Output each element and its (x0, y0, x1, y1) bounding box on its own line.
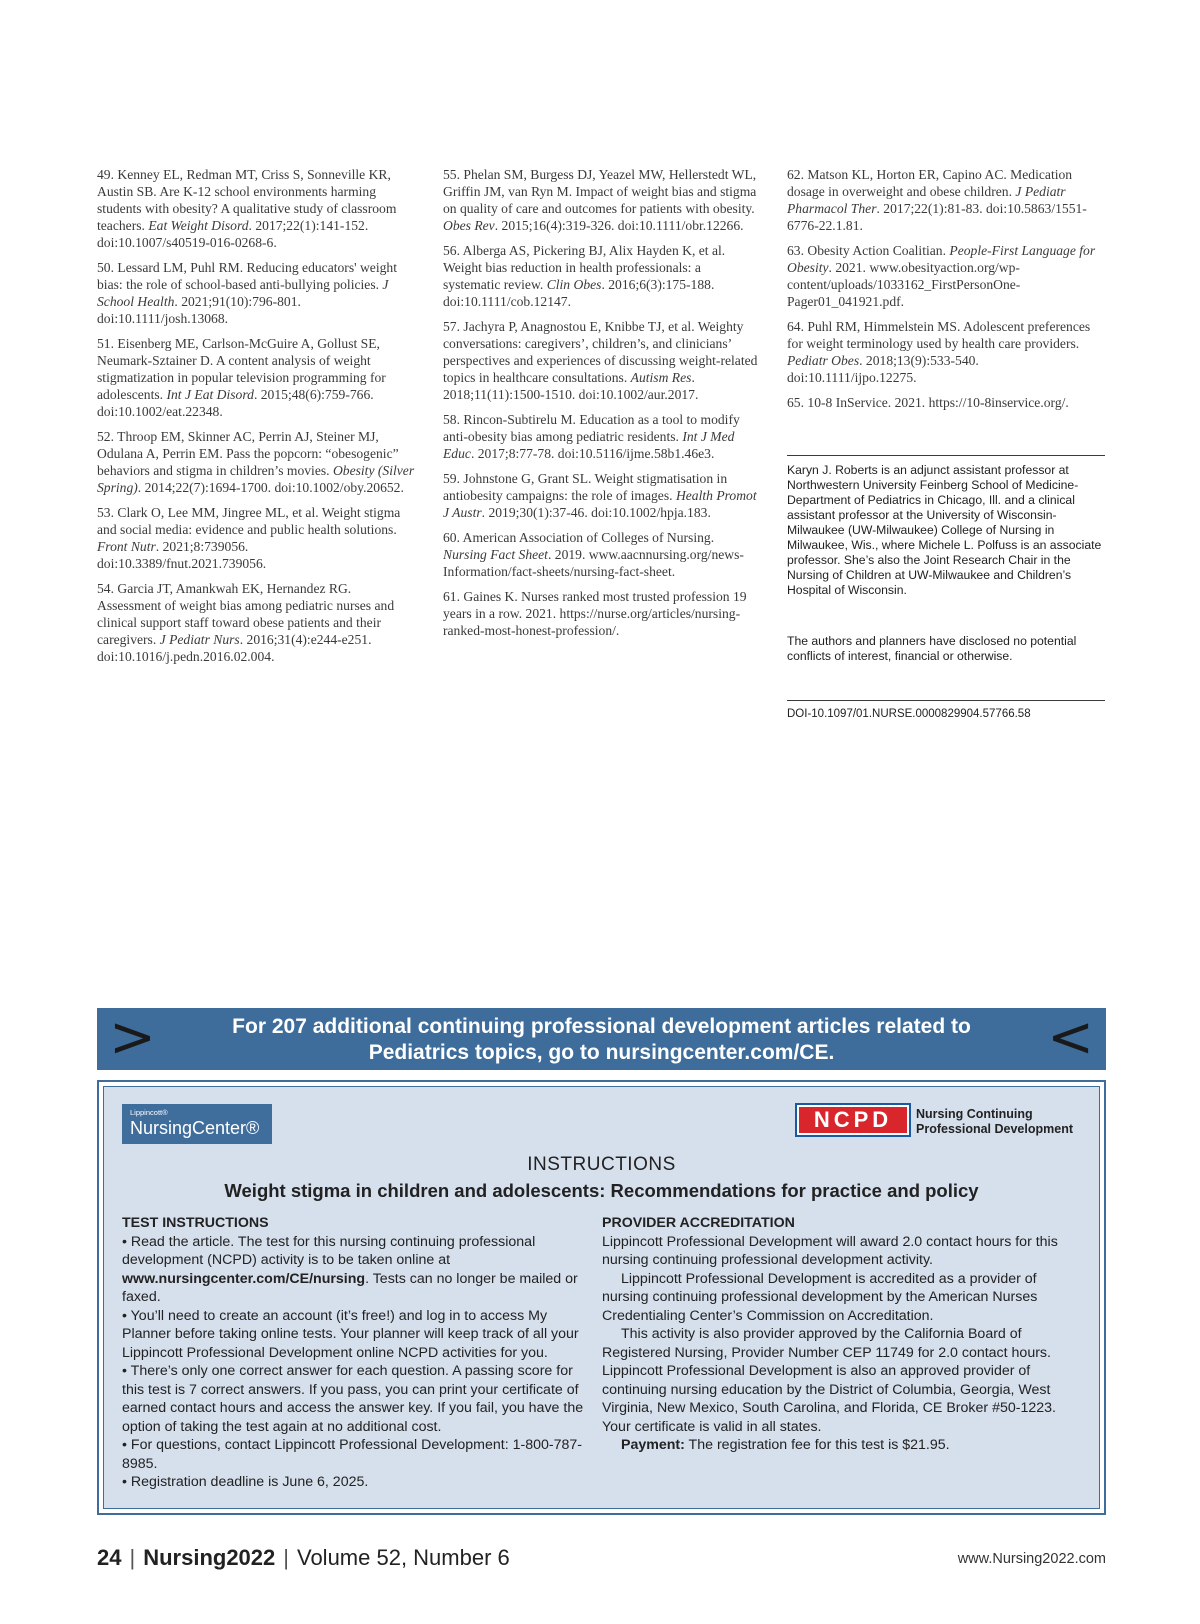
reference-journal: Int J Med Educ (443, 429, 735, 461)
references-column-1 (97, 166, 415, 673)
reference-details: . 2016;6(3):175-188. doi:10.1111/cob.12147. (443, 277, 715, 309)
reference-item (443, 529, 761, 580)
reference-details: . 2017;22(1):141-152. doi:10.1007/s40519-016-0268-6. (97, 218, 369, 250)
reference-number: 58. (443, 412, 460, 427)
reference-journal: Pediatr Obes (787, 353, 860, 368)
test-bullet-5: • Registration deadline is June 6, 2025. (122, 1474, 369, 1490)
instructions-box (97, 1080, 1106, 1515)
divider (787, 700, 1105, 701)
reference-text: Johnstone G, Grant SL. Weight stigmatisation in antiobesity campaigns: the role of images. (443, 471, 728, 503)
provider-accreditation (602, 1214, 1064, 1455)
nursingcenter-logo[interactable] (122, 1104, 272, 1144)
reference-item (97, 259, 415, 327)
reference-text: Clark O, Lee MM, Jingree ML, et al. Weight stigma and social media: evidence and public health solutions. (97, 505, 401, 537)
reference-details: . 2019. www.aacnnursing.org/news-Information/fact-sheets/nursing-fact-sheet. (443, 547, 744, 579)
reference-item (787, 242, 1105, 310)
ncpd-line-2: Professional Development (916, 1122, 1073, 1136)
banner-text (177, 1014, 1026, 1066)
reference-text: Throop EM, Skinner AC, Perrin AJ, Steiner MJ, Odulana A, Perrin EM. Pass the popcorn: “obesogenic” behaviors and stigma in children’s movies. (97, 429, 399, 478)
provider-paragraph-3: This activity is also provider approved by the California Board of Registered Nursing, Provider Number CEP 11749 for 2.0 contact hours. Lippincott Professional Development is also an approved provider of continuing nursing education by the District of Columbia, Georgia, West Virginia, New Mexico, South Carolina, and Florida, CE Broker #50-1223. Your certificate is valid in all states. (602, 1326, 1056, 1435)
reference-journal: J Pediatr Nurs (159, 632, 240, 647)
reference-details: . 2015;48(6):759-766. doi:10.1002/eat.22348. (97, 387, 374, 419)
reference-details: . 2017;22(1):81-83. doi:10.5863/1551-6776-22.1.81. (787, 201, 1087, 233)
banner-line-2: Pediatrics topics, go to nursingcenter.com/CE. (368, 1041, 835, 1064)
reference-item (787, 318, 1105, 386)
reference-item (443, 588, 761, 639)
test-bullet-3: • There’s only one correct answer for each question. A passing score for this test is 7 correct answers. If you pass, you can print your certificate of earned contact hours and access the answer key. If you fail, you have the option of taking the test again at no additional cost. (122, 1363, 584, 1435)
reference-text: Lessard LM, Puhl RM. Reducing educators' weight bias: the role of school-based anti-bullying policies. (97, 260, 397, 292)
reference-details: . 2021;8:739056. doi:10.3389/fnut.2021.739056. (97, 539, 267, 571)
reference-text: Matson KL, Horton ER, Capino AC. Medication dosage in overweight and obese children. (787, 167, 1073, 199)
reference-item (97, 166, 415, 251)
reference-details: . 2021. www.obesityaction.org/wp-content/uploads/1033162_FirstPersonOne-Pager01_041921.pdf. (787, 260, 1021, 309)
test-url-link[interactable]: www.nursingcenter.com/CE/nursing (122, 1270, 366, 1287)
reference-journal: J Pediatr Pharmacol Ther (787, 184, 1066, 216)
reference-number: 54. (97, 581, 114, 596)
reference-item (443, 318, 761, 403)
reference-number: 52. (97, 429, 114, 444)
reference-number: 63. (787, 243, 804, 258)
reference-text: 10-8 InService. 2021. https://10-8inservice.org/. (807, 395, 1069, 410)
footer-left (97, 1545, 510, 1571)
reference-details: . 2018;13(9):533-540. doi:10.1111/ijpo.12275. (787, 353, 979, 385)
reference-item (97, 428, 415, 496)
reference-item (97, 580, 415, 665)
magazine-name: Nursing2022 (143, 1545, 276, 1570)
reference-journal: Health Promot J Austr (443, 488, 757, 520)
test-bullet-1-text: • Read the article. The test for this nursing continuing professional development (NCPD) activity is to be taken online at (122, 1233, 536, 1268)
reference-details: . 2019;30(1):37-46. doi:10.1002/hpja.183. (481, 505, 711, 520)
footer-separator: | (283, 1545, 289, 1570)
reference-text: Garcia JT, Amankwah EK, Hernandez RG. Assessment of weight bias among pediatric nurses and clinical support staff toward obese patients and their caregivers. (97, 581, 395, 647)
reference-text: Puhl RM, Himmelstein MS. Adolescent preferences for weight terminology used by health care providers. (787, 319, 1091, 351)
test-bullet-1 (122, 1233, 592, 1307)
reference-details: . 2021;91(10):796-801. doi:10.1111/josh.13068. (97, 294, 301, 326)
instructions-title: Weight stigma in children and adolescents: Recommendations for practice and policy (224, 1180, 979, 1201)
reference-item (443, 470, 761, 521)
ncpd-badge-text: NCPD (799, 1107, 907, 1133)
reference-number: 49. (97, 167, 114, 182)
test-bullet-4: • For questions, contact Lippincott Professional Development: 1-800-787-8985. (122, 1437, 583, 1472)
reference-number: 57. (443, 319, 460, 334)
test-instructions-heading: TEST INSTRUCTIONS (122, 1215, 269, 1231)
reference-text: American Association of Colleges of Nursing. (462, 530, 715, 545)
footer-url[interactable]: www.Nursing2022.com (957, 1551, 1106, 1567)
arrow-right-icon: > (109, 1005, 156, 1070)
reference-number: 50. (97, 260, 114, 275)
reference-journal: Nursing Fact Sheet (443, 547, 548, 562)
payment-paragraph (602, 1436, 1064, 1455)
reference-number: 53. (97, 505, 114, 520)
reference-text: Rincon-Subtirelu M. Education as a tool to modify anti-obesity bias among pediatric residents. (443, 412, 740, 444)
references-column-3 (787, 166, 1105, 723)
reference-journal: Front Nutr (97, 539, 156, 554)
reference-item (443, 166, 761, 234)
reference-item (443, 411, 761, 462)
provider-accreditation-heading: PROVIDER ACCREDITATION (602, 1215, 795, 1231)
provider-paragraph-2: Lippincott Professional Development is accredited as a provider of nursing continuing professional development by the American Nurses Credentialing Center’s Commission on Accreditation. (602, 1270, 1038, 1324)
reference-details: . 2015;16(4):319-326. doi:10.1111/obr.12266. (494, 218, 744, 233)
reference-text: Jachyra P, Anagnostou E, Knibbe TJ, et al. Weighty conversations: caregivers’, children’s, and clinicians’ perspectives and experiences of discussing weight-related topics in healthcare consultations. (443, 319, 758, 385)
reference-journal: Int J Eat Disord (166, 387, 254, 402)
payment-label: Payment: (621, 1437, 685, 1453)
reference-journal: J School Health (97, 277, 389, 309)
volume-info: Volume 52, Number 6 (296, 1545, 510, 1570)
reference-text: Alberga AS, Pickering BJ, Alix Hayden K, et al. Weight bias reduction in health professionals: a systematic review. (443, 243, 726, 292)
ncpd-logo (781, 1103, 1081, 1143)
reference-number: 64. (787, 319, 804, 334)
reference-text: Obesity Action Coalitian. (807, 243, 946, 258)
arrow-left-icon: < (1047, 1005, 1094, 1070)
test-instructions (122, 1214, 592, 1492)
logo-small-text: Lippincott® (130, 1108, 168, 1117)
references-column-3-list (787, 166, 1105, 411)
reference-number: 51. (97, 336, 114, 351)
reference-item (443, 242, 761, 310)
reference-text: Kenney EL, Redman MT, Criss S, Sonneville KR, Austin SB. Are K-12 school environments harming students with obesity? A qualitative study of classroom teachers. (97, 167, 397, 233)
reference-text: Phelan SM, Burgess DJ, Yeazel MW, Hellerstedt WL, Griffin JM, van Ryn M. Impact of weight bias and stigma on quality of care and outcomes for patients with obesity. (443, 167, 757, 216)
page-number: 24 (97, 1545, 122, 1570)
reference-text: Eisenberg ME, Carlson-McGuire A, Gollust SE, Neumark-Sztainer D. A content analysis of weight stigmatization in popular television programming for adolescents. (97, 336, 386, 402)
reference-journal: Clin Obes (546, 277, 602, 292)
reference-item (97, 335, 415, 420)
page-footer (97, 1545, 1106, 1575)
banner-line-1: For 207 additional continuing professional development articles related to (232, 1015, 971, 1038)
reference-number: 55. (443, 167, 460, 182)
ce-banner[interactable] (97, 1005, 1106, 1070)
reference-number: 59. (443, 471, 460, 486)
reference-journal: People-First Language for Obesity (787, 243, 1096, 275)
footer-separator: | (129, 1545, 136, 1570)
reference-item (787, 166, 1105, 234)
divider (787, 455, 1105, 456)
author-bio: Karyn J. Roberts is an adjunct assistant professor at Northwestern University Feinberg School of Medicine-Department of Pediatrics in Chicago, Ill. and a clinical assistant professor at the University of Wisconsin-Milwaukee (UW-Milwaukee) College of Nursing in Milwaukee, Wis., where Michele L. Polfuss is an associate professor. She’s also the Joint Research Chair in the Nursing of Children at UW-Milwaukee and Children’s Hospital of Wisconsin. (787, 463, 1102, 597)
reference-journal: Obesity (Silver Spring) (97, 463, 415, 495)
reference-number: 61. (443, 589, 460, 604)
reference-number: 56. (443, 243, 460, 258)
reference-text: Gaines K. Nurses ranked most trusted profession 19 years in a row. 2021. https://nurse.org/articles/nursing-ranked-most-honest-profession/. (443, 589, 747, 638)
ncpd-badge (795, 1103, 911, 1137)
reference-details: . 2018;11(11):1500-1510. doi:10.1002/aur.2017. (443, 370, 699, 402)
instructions-panel (103, 1086, 1100, 1509)
provider-paragraph-1: Lippincott Professional Development will award 2.0 contact hours for this nursing continuing professional development activity. (602, 1233, 1058, 1268)
reference-details: . 2016;31(4):e244-e251. doi:10.1016/j.pedn.2016.02.004. (97, 632, 372, 664)
reference-details: . 2017;8:77-78. doi:10.5116/ijme.58b1.46e3. (470, 446, 715, 461)
reference-item (787, 394, 1105, 411)
reference-journal: Autism Res (630, 370, 692, 385)
reference-journal: Obes Rev (443, 218, 495, 233)
reference-number: 62. (787, 167, 804, 182)
payment-text: The registration fee for this test is $21.95. (684, 1437, 950, 1453)
ncpd-line-1: Nursing Continuing (916, 1107, 1033, 1121)
disclosure-statement: The authors and planners have disclosed no potential conflicts of interest, financial or otherwise. (787, 634, 1077, 663)
article-doi: DOI-10.1097/01.NURSE.0000829904.57766.58 (787, 708, 1031, 720)
ncpd-caption (916, 1107, 1081, 1137)
reference-item (97, 504, 415, 572)
reference-journal: Eat Weight Disord (148, 218, 249, 233)
reference-number: 60. (443, 530, 460, 545)
test-bullet-1-end: . Tests can no longer be mailed or faxed. (122, 1270, 578, 1305)
logo-big-text: NursingCenter® (130, 1118, 260, 1138)
reference-number: 65. (787, 395, 804, 410)
test-bullet-2: • You’ll need to create an account (it’s free!) and log in to access My Planner before taking online tests. Your planner will keep track of all your Lippincott Professional Development online NCPD activities for you. (122, 1307, 579, 1361)
reference-details: . 2014;22(7):1694-1700. doi:10.1002/oby.20652. (137, 480, 404, 495)
instructions-heading: INSTRUCTIONS (527, 1154, 676, 1175)
references-column-2 (443, 166, 761, 647)
